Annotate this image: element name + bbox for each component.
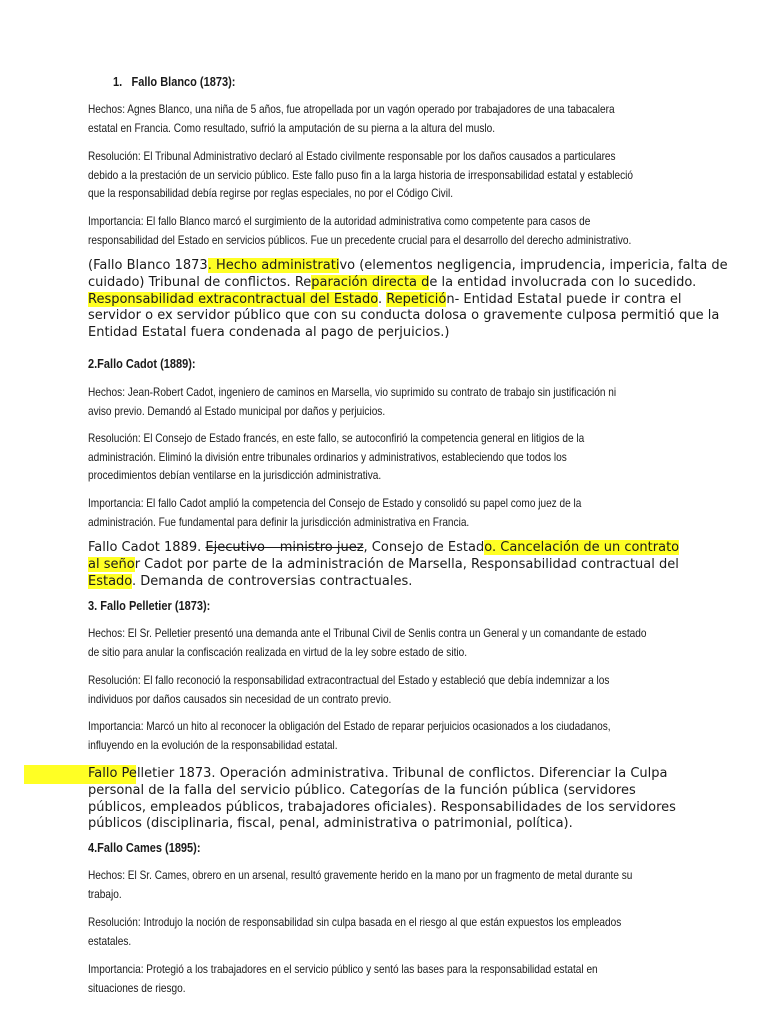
- text-line: aviso previo. Demandó al Estado municipal por daños y perjuicios.: [88, 404, 386, 418]
- text-line: estatales.: [88, 934, 132, 948]
- note-text: , Consejo de Estad: [363, 540, 485, 555]
- paragraph-importancia-blanco: [88, 213, 712, 250]
- text-line: trabajo.: [88, 887, 122, 901]
- section-heading-blanco: [113, 74, 235, 90]
- text-line: debido a la prestación de un servicio público. Este fallo puso fin a la larga historia de irresponsabilidad estatal y estableció: [88, 168, 634, 182]
- text-line: Importancia: El fallo Cadot amplió la competencia del Consejo de Estado y consolidó su papel como juez de la: [88, 497, 582, 510]
- note-line: públicos, empleados públicos, trabajadores oficiales). Responsabilidades de los servidores: [88, 799, 676, 815]
- text-line: influyendo en la evolución de la responsabilidad estatal.: [88, 738, 338, 752]
- note-line: [88, 258, 728, 275]
- text-line: estatal en Francia. Como resultado, sufrió la amputación de su pierna a la altura del muslo.: [88, 121, 496, 135]
- paragraph-importancia-cames: [88, 961, 674, 998]
- note-line: servidor o ex servidor público que con su conducta dolosa o gravemente culposa permitió que la: [88, 308, 720, 324]
- note-cadot: [88, 540, 679, 590]
- heading-number: 1.: [113, 75, 123, 89]
- note-line: Entidad Estatal fuera condenada al pago de perjuicios.): [88, 325, 450, 341]
- text-line: procedimientos debían ventilarse en la jurisdicción administrativa.: [88, 469, 382, 482]
- text-line: Resolución: Introdujo la noción de responsabilidad sin culpa basada en el riesgo al que están expuestos los empleados: [88, 916, 622, 929]
- paragraph-hechos-cames: [88, 867, 714, 904]
- text-line: Importancia: El fallo Blanco marcó el surgimiento de la autoridad administrativa como competente para casos de: [88, 215, 591, 228]
- text-line: Resolución: El Tribunal Administrativo declaró al Estado civilmente responsable por los daños causados a particulares: [88, 150, 616, 163]
- paragraph-hechos-pelletier: [88, 625, 730, 662]
- paragraph-importancia-pelletier: [88, 718, 689, 755]
- text-line: situaciones de riesgo.: [88, 981, 186, 995]
- note-text: e la entidad involucrada con lo sucedido.: [429, 274, 697, 290]
- highlighted-text: Repetició: [386, 291, 447, 307]
- paragraph-hechos-blanco: [88, 101, 693, 138]
- text-line: Importancia: Protegió a los trabajadores en el servicio público y sentó las bases para la responsabilidad estatal en: [88, 963, 598, 976]
- note-line: [88, 292, 728, 309]
- paragraph-hechos-cadot: [88, 384, 695, 421]
- note-line: públicos (disciplinaria, fiscal, penal, administrativa o patrimonial, política).: [88, 816, 573, 832]
- note-pelletier: [88, 766, 676, 833]
- note-text: cuidado) Tribunal de conflictos. Re: [88, 274, 312, 290]
- note-text: lletier 1873. Operación administrativa. Tribunal de conflictos. Diferenciar la Culpa: [136, 766, 668, 781]
- section-heading-cames: 4.Fallo Cames (1895):: [88, 841, 201, 855]
- text-line: Hechos: Jean-Robert Cadot, ingeniero de caminos en Marsella, vio suprimido su contrato de trabajo sin justificación ni: [88, 386, 617, 399]
- text-line: de sitio para anular la confiscación realizada en virtud de la ley sobre estado de sitio.: [88, 645, 468, 659]
- paragraph-resolucion-pelletier: [88, 672, 687, 709]
- text-line: administración. Eliminó la división entre tribunales ordinarios y administrativos, estableciendo que todos los: [88, 450, 567, 464]
- text-line: Resolución: El fallo reconoció la responsabilidad extracontractual del Estado y estableció que debía indemnizar a los: [88, 674, 610, 687]
- text-line: individuos por daños causados sin necesidad de un contrato previo.: [88, 692, 392, 706]
- note-line: [88, 540, 679, 557]
- text-line: Hechos: El Sr. Cames, obrero en un arsenal, resultó gravemente herido en la mano por un fragmento de metal durante su: [88, 869, 633, 882]
- text-line: responsabilidad del Estado en servicios públicos. Fue un precedente crucial para el desarrollo del derecho administrativo.: [88, 233, 632, 247]
- heading-text: Fallo Blanco (1873):: [131, 75, 236, 89]
- text-line: administración. Fue fundamental para definir la jurisdicción administrativa en Francia.: [88, 515, 470, 529]
- text-line: Hechos: El Sr. Pelletier presentó una demanda ante el Tribunal Civil de Senlis contra un General y un comandante de estado: [88, 627, 647, 640]
- paragraph-importancia-cadot: [88, 495, 655, 532]
- note-line: [88, 557, 679, 574]
- paragraph-resolucion-cames: [88, 914, 701, 951]
- highlighted-text: al seño: [88, 556, 135, 572]
- section-heading-pelletier: 3. Fallo Pelletier (1873):: [88, 599, 211, 613]
- note-text: .: [377, 291, 387, 307]
- note-line: [88, 275, 728, 292]
- highlighted-text: paración directa d: [311, 274, 430, 290]
- paragraph-resolucion-cadot: [88, 430, 658, 486]
- paragraph-resolucion-blanco: [88, 148, 714, 204]
- note-line: personal de la falla del servicio público. Categorías de la función pública (servidores: [88, 782, 636, 798]
- highlighted-text: Responsabilidad extracontractual del Estado: [88, 291, 378, 307]
- section-heading-cadot: 2.Fallo Cadot (1889):: [88, 357, 196, 371]
- highlighted-text: . Hecho administrati: [207, 258, 340, 273]
- text-line: Resolución: El Consejo de Estado francés, en este fallo, se autoconfirió la competencia general en litigios de la: [88, 432, 585, 445]
- note-blanco: [88, 258, 728, 342]
- note-text: . Demanda de controversias contractuales.: [132, 573, 413, 589]
- strikethrough-text: Ejecutivo – ministro juez: [205, 540, 364, 555]
- note-line: [88, 766, 676, 783]
- note-text: (Fallo Blanco 1873: [88, 258, 208, 273]
- highlighted-text: o. Cancelación de un contrato: [484, 540, 680, 555]
- note-line: [88, 574, 679, 591]
- note-text: r Cadot por parte de la administración de Marsella, Responsabilidad contractual del: [134, 556, 679, 572]
- note-text: Fallo Cadot 1889.: [88, 540, 206, 555]
- text-line: que la responsabilidad debía regirse por reglas especiales, no por el Código Civil.: [88, 187, 454, 200]
- highlighted-text: Estado: [88, 573, 133, 589]
- text-line: Importancia: Marcó un hito al reconocer la obligación del Estado de reparar perjuicios ocasionados a los ciudadanos,: [88, 720, 611, 733]
- text-line: Hechos: Agnes Blanco, una niña de 5 años, fue atropellada por un vagón operado por trabajadores de una tabacalera: [88, 103, 615, 116]
- note-text: vo (elementos negligencia, imprudencia, impericia, falta de: [339, 258, 728, 273]
- note-text: n- Entidad Estatal puede ir contra el: [446, 291, 682, 307]
- highlighted-text: Fallo Pe: [88, 766, 137, 781]
